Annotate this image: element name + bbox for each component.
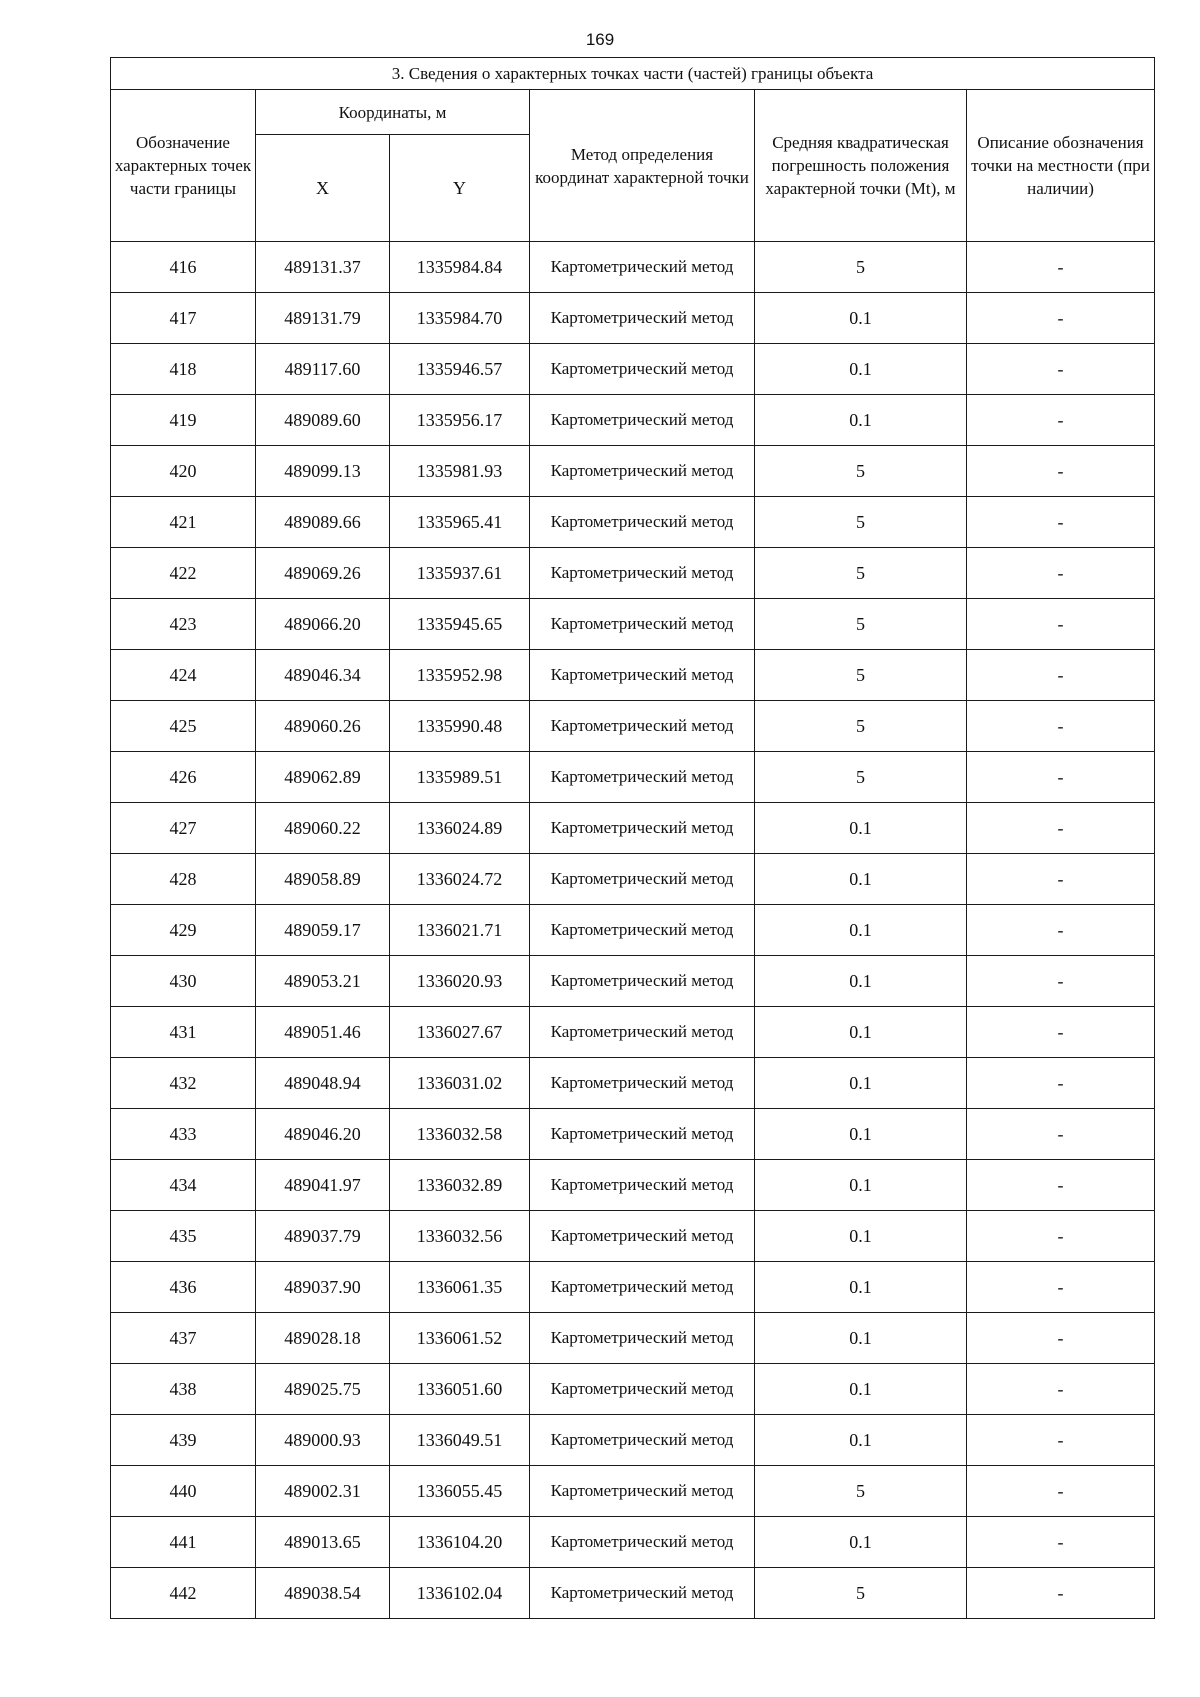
cell-x: 489089.66 (256, 497, 390, 548)
table-row (111, 395, 1155, 446)
cell-description: - (967, 1466, 1155, 1517)
cell-point: 430 (111, 956, 256, 1007)
cell-y: 1336024.89 (390, 803, 530, 854)
cell-y: 1335956.17 (390, 395, 530, 446)
cell-error: 0.1 (755, 1364, 967, 1415)
cell-method: Картометрический метод (530, 956, 755, 1007)
table-row (111, 854, 1155, 905)
cell-error: 0.1 (755, 956, 967, 1007)
cell-x: 489038.54 (256, 1568, 390, 1619)
table-row (111, 752, 1155, 803)
cell-point: 419 (111, 395, 256, 446)
cell-y: 1335989.51 (390, 752, 530, 803)
cell-x: 489013.65 (256, 1517, 390, 1568)
table-row (111, 1415, 1155, 1466)
table-row (111, 599, 1155, 650)
cell-point: 423 (111, 599, 256, 650)
table-row (111, 1313, 1155, 1364)
cell-description: - (967, 293, 1155, 344)
cell-error: 0.1 (755, 344, 967, 395)
table-row (111, 1364, 1155, 1415)
cell-x: 489028.18 (256, 1313, 390, 1364)
cell-error: 0.1 (755, 395, 967, 446)
cell-y: 1336032.89 (390, 1160, 530, 1211)
cell-description: - (967, 1415, 1155, 1466)
table-title: 3. Сведения о характерных точках части (частей) границы объекта (111, 58, 1155, 90)
cell-point: 437 (111, 1313, 256, 1364)
cell-error: 0.1 (755, 1058, 967, 1109)
cell-description: - (967, 1007, 1155, 1058)
table-row (111, 242, 1155, 293)
cell-y: 1335990.48 (390, 701, 530, 752)
cell-error: 0.1 (755, 1415, 967, 1466)
header-method: Метод определения координат характерной точки (530, 90, 755, 242)
cell-method: Картометрический метод (530, 1568, 755, 1619)
cell-description: - (967, 752, 1155, 803)
cell-method: Картометрический метод (530, 1160, 755, 1211)
cell-x: 489089.60 (256, 395, 390, 446)
cell-x: 489025.75 (256, 1364, 390, 1415)
cell-description: - (967, 1211, 1155, 1262)
cell-y: 1336024.72 (390, 854, 530, 905)
cell-x: 489069.26 (256, 548, 390, 599)
table-body (111, 242, 1155, 1619)
cell-y: 1336049.51 (390, 1415, 530, 1466)
cell-error: 0.1 (755, 1007, 967, 1058)
cell-error: 0.1 (755, 1211, 967, 1262)
cell-error: 5 (755, 701, 967, 752)
cell-method: Картометрический метод (530, 752, 755, 803)
table-row (111, 1517, 1155, 1568)
cell-method: Картометрический метод (530, 1211, 755, 1262)
cell-y: 1335952.98 (390, 650, 530, 701)
cell-point: 431 (111, 1007, 256, 1058)
header-description: Описание обозначения точки на местности (при наличии) (967, 90, 1155, 242)
table-header (111, 58, 1155, 242)
cell-description: - (967, 905, 1155, 956)
cell-description: - (967, 701, 1155, 752)
cell-method: Картометрический метод (530, 1517, 755, 1568)
table-row (111, 1211, 1155, 1262)
cell-error: 5 (755, 1466, 967, 1517)
cell-method: Картометрический метод (530, 1262, 755, 1313)
characteristic-points-table (110, 57, 1155, 1619)
cell-y: 1335984.70 (390, 293, 530, 344)
cell-point: 417 (111, 293, 256, 344)
cell-point: 416 (111, 242, 256, 293)
cell-x: 489117.60 (256, 344, 390, 395)
cell-description: - (967, 854, 1155, 905)
cell-y: 1336055.45 (390, 1466, 530, 1517)
cell-error: 5 (755, 242, 967, 293)
cell-point: 440 (111, 1466, 256, 1517)
cell-method: Картометрический метод (530, 1313, 755, 1364)
cell-point: 435 (111, 1211, 256, 1262)
cell-error: 5 (755, 548, 967, 599)
cell-x: 489131.79 (256, 293, 390, 344)
table-row (111, 1466, 1155, 1517)
cell-y: 1336102.04 (390, 1568, 530, 1619)
cell-description: - (967, 956, 1155, 1007)
cell-error: 5 (755, 752, 967, 803)
header-x: X (256, 135, 390, 242)
cell-method: Картометрический метод (530, 1415, 755, 1466)
cell-y: 1336061.35 (390, 1262, 530, 1313)
cell-x: 489000.93 (256, 1415, 390, 1466)
cell-description: - (967, 650, 1155, 701)
cell-point: 428 (111, 854, 256, 905)
cell-method: Картометрический метод (530, 293, 755, 344)
header-coordinates: Координаты, м (256, 90, 530, 135)
cell-x: 489131.37 (256, 242, 390, 293)
cell-error: 5 (755, 599, 967, 650)
cell-method: Картометрический метод (530, 395, 755, 446)
cell-x: 489062.89 (256, 752, 390, 803)
cell-error: 0.1 (755, 854, 967, 905)
cell-description: - (967, 395, 1155, 446)
table-row (111, 293, 1155, 344)
cell-method: Картометрический метод (530, 1058, 755, 1109)
cell-description: - (967, 242, 1155, 293)
page-number: 169 (585, 30, 615, 49)
cell-x: 489002.31 (256, 1466, 390, 1517)
cell-error: 0.1 (755, 905, 967, 956)
cell-point: 441 (111, 1517, 256, 1568)
cell-y: 1336032.58 (390, 1109, 530, 1160)
header-point: Обозначение характерных точек части границы (111, 90, 256, 242)
table-row (111, 1058, 1155, 1109)
cell-point: 436 (111, 1262, 256, 1313)
cell-error: 0.1 (755, 1109, 967, 1160)
table-row (111, 905, 1155, 956)
table-row (111, 1262, 1155, 1313)
table-row (111, 1160, 1155, 1211)
cell-description: - (967, 803, 1155, 854)
cell-point: 418 (111, 344, 256, 395)
cell-description: - (967, 1109, 1155, 1160)
cell-error: 5 (755, 497, 967, 548)
cell-error: 0.1 (755, 1517, 967, 1568)
cell-point: 421 (111, 497, 256, 548)
cell-description: - (967, 497, 1155, 548)
cell-x: 489060.26 (256, 701, 390, 752)
table-row (111, 548, 1155, 599)
cell-point: 425 (111, 701, 256, 752)
cell-point: 424 (111, 650, 256, 701)
cell-description: - (967, 1262, 1155, 1313)
header-error: Средняя квадратическая погрешность положения характерной точки (Mt), м (755, 90, 967, 242)
cell-x: 489099.13 (256, 446, 390, 497)
cell-description: - (967, 1568, 1155, 1619)
cell-error: 0.1 (755, 1160, 967, 1211)
cell-error: 0.1 (755, 803, 967, 854)
cell-y: 1335981.93 (390, 446, 530, 497)
cell-error: 5 (755, 446, 967, 497)
cell-y: 1336020.93 (390, 956, 530, 1007)
cell-x: 489058.89 (256, 854, 390, 905)
cell-y: 1335946.57 (390, 344, 530, 395)
table-row (111, 701, 1155, 752)
table-row (111, 344, 1155, 395)
cell-point: 442 (111, 1568, 256, 1619)
cell-x: 489059.17 (256, 905, 390, 956)
cell-y: 1336021.71 (390, 905, 530, 956)
table-row (111, 956, 1155, 1007)
cell-description: - (967, 344, 1155, 395)
cell-method: Картометрический метод (530, 650, 755, 701)
cell-point: 420 (111, 446, 256, 497)
cell-x: 489041.97 (256, 1160, 390, 1211)
cell-error: 0.1 (755, 1262, 967, 1313)
cell-description: - (967, 1364, 1155, 1415)
cell-method: Картометрический метод (530, 905, 755, 956)
cell-point: 434 (111, 1160, 256, 1211)
cell-description: - (967, 1313, 1155, 1364)
cell-y: 1336051.60 (390, 1364, 530, 1415)
cell-y: 1335937.61 (390, 548, 530, 599)
table-row (111, 446, 1155, 497)
cell-error: 5 (755, 1568, 967, 1619)
cell-description: - (967, 548, 1155, 599)
table-row (111, 650, 1155, 701)
cell-point: 427 (111, 803, 256, 854)
cell-method: Картометрический метод (530, 242, 755, 293)
header-y: Y (390, 135, 530, 242)
cell-y: 1336027.67 (390, 1007, 530, 1058)
cell-point: 429 (111, 905, 256, 956)
cell-y: 1336061.52 (390, 1313, 530, 1364)
cell-error: 0.1 (755, 1313, 967, 1364)
cell-method: Картометрический метод (530, 446, 755, 497)
cell-x: 489051.46 (256, 1007, 390, 1058)
table-row (111, 1568, 1155, 1619)
table-row (111, 1007, 1155, 1058)
cell-x: 489046.20 (256, 1109, 390, 1160)
cell-description: - (967, 446, 1155, 497)
cell-method: Картометрический метод (530, 599, 755, 650)
cell-point: 438 (111, 1364, 256, 1415)
cell-description: - (967, 1058, 1155, 1109)
cell-x: 489037.79 (256, 1211, 390, 1262)
table-row (111, 803, 1155, 854)
cell-description: - (967, 1517, 1155, 1568)
cell-method: Картометрический метод (530, 1364, 755, 1415)
cell-y: 1336104.20 (390, 1517, 530, 1568)
cell-point: 422 (111, 548, 256, 599)
cell-method: Картометрический метод (530, 803, 755, 854)
cell-point: 439 (111, 1415, 256, 1466)
cell-method: Картометрический метод (530, 854, 755, 905)
cell-x: 489037.90 (256, 1262, 390, 1313)
cell-y: 1336031.02 (390, 1058, 530, 1109)
cell-y: 1335945.65 (390, 599, 530, 650)
cell-method: Картометрический метод (530, 548, 755, 599)
cell-y: 1336032.56 (390, 1211, 530, 1262)
cell-x: 489060.22 (256, 803, 390, 854)
cell-description: - (967, 1160, 1155, 1211)
cell-method: Картометрический метод (530, 701, 755, 752)
cell-method: Картометрический метод (530, 1007, 755, 1058)
cell-y: 1335965.41 (390, 497, 530, 548)
cell-x: 489046.34 (256, 650, 390, 701)
cell-error: 0.1 (755, 293, 967, 344)
cell-method: Картометрический метод (530, 1109, 755, 1160)
cell-x: 489066.20 (256, 599, 390, 650)
cell-method: Картометрический метод (530, 1466, 755, 1517)
table-row (111, 1109, 1155, 1160)
cell-point: 426 (111, 752, 256, 803)
cell-error: 5 (755, 650, 967, 701)
cell-point: 432 (111, 1058, 256, 1109)
cell-x: 489048.94 (256, 1058, 390, 1109)
cell-method: Картометрический метод (530, 344, 755, 395)
cell-y: 1335984.84 (390, 242, 530, 293)
cell-x: 489053.21 (256, 956, 390, 1007)
table-row (111, 497, 1155, 548)
cell-method: Картометрический метод (530, 497, 755, 548)
cell-point: 433 (111, 1109, 256, 1160)
cell-description: - (967, 599, 1155, 650)
